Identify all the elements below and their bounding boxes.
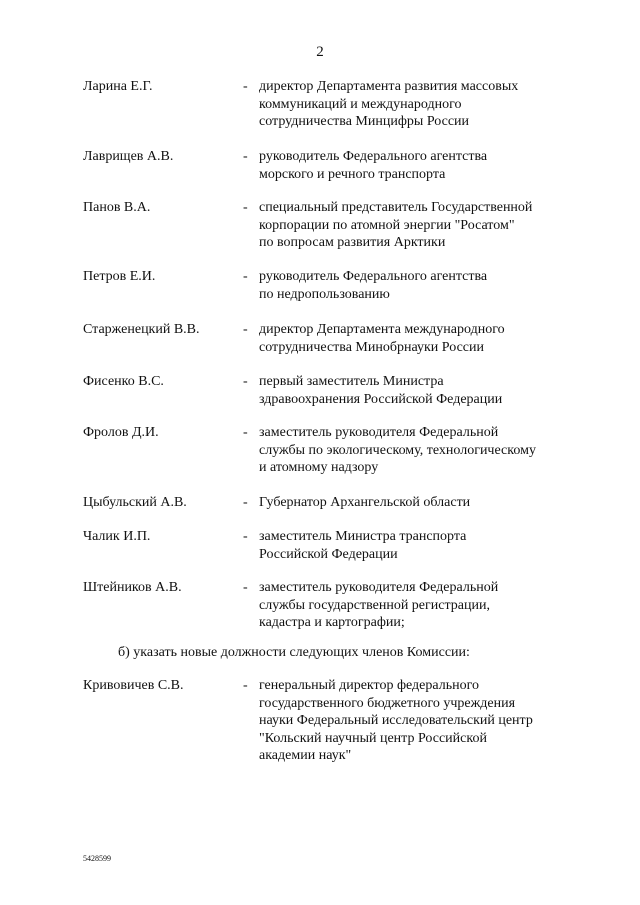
- member-row: [0, 528, 640, 579]
- member-name: Фролов Д.И.: [83, 425, 159, 440]
- member-name: Старженецкий В.В.: [83, 322, 200, 337]
- role-line: морского и речного транспорта: [259, 166, 446, 182]
- member-name: Панов В.А.: [83, 200, 151, 215]
- page-number: 2: [316, 44, 324, 60]
- member-dash: -: [243, 79, 248, 94]
- member-dash: -: [243, 580, 248, 595]
- role-line: кадастра и картографии;: [259, 615, 405, 630]
- role-line: и атомному надзору: [259, 460, 379, 475]
- role-line: заместитель руководителя Федеральной: [259, 580, 499, 595]
- member-role: [259, 579, 589, 632]
- member-name: Фисенко В.С.: [83, 374, 164, 389]
- role-line: руководитель Федерального агентства: [259, 149, 488, 164]
- member-role: [259, 321, 589, 356]
- member-row: [0, 199, 640, 268]
- member-row: [0, 148, 640, 199]
- member-row: [0, 494, 640, 528]
- role-line: по вопросам развития Арктики: [259, 235, 446, 250]
- role-line: службы государственной регистрации,: [259, 597, 490, 613]
- member-dash: -: [243, 149, 248, 164]
- member-role: [259, 424, 589, 477]
- member-dash: -: [243, 374, 248, 389]
- role-line: руководитель Федерального агентства: [259, 269, 488, 284]
- member-dash: -: [243, 678, 248, 693]
- role-line: специальный представитель Государственной: [259, 200, 533, 215]
- role-line: первый заместитель Министра: [259, 374, 444, 389]
- document-code: 5428599: [83, 854, 111, 863]
- member-row: [0, 321, 640, 373]
- role-line: сотрудничества Минобрнауки России: [259, 339, 484, 355]
- role-line: заместитель руководителя Федеральной: [259, 425, 499, 440]
- member-row: [0, 78, 640, 148]
- member-role: [259, 78, 589, 131]
- member-name: Штейников А.В.: [83, 580, 182, 595]
- member-dash: -: [243, 269, 248, 284]
- section-b-title: б) указать новые должности следующих членов Комиссии:: [118, 645, 470, 660]
- role-line: сотрудничества Минцифры России: [259, 114, 470, 129]
- member-row: [0, 579, 640, 633]
- member-name: Кривовичев С.В.: [83, 678, 184, 693]
- member-role: [259, 677, 589, 765]
- member-row: [0, 373, 640, 424]
- member-dash: -: [243, 495, 248, 510]
- members-b-list: [0, 677, 640, 767]
- member-name: Ларина Е.Г.: [83, 79, 153, 94]
- role-line: генеральный директор федерального: [259, 678, 479, 693]
- member-name: Петров Е.И.: [83, 269, 156, 284]
- member-dash: -: [243, 200, 248, 215]
- role-line: корпорации по атомной энергии "Росатом": [259, 217, 515, 233]
- role-line: здравоохранения Российской Федерации: [259, 391, 503, 407]
- role-line: директор Департамента международного: [259, 322, 505, 337]
- member-dash: -: [243, 322, 248, 337]
- role-line: по недропользованию: [259, 286, 390, 302]
- member-role: [259, 148, 589, 183]
- member-role: [259, 494, 589, 512]
- member-name: Цыбульский А.В.: [83, 495, 187, 510]
- member-dash: -: [243, 425, 248, 440]
- role-line: "Кольский научный центр Российской: [259, 730, 487, 746]
- member-name: Лаврищев А.В.: [83, 149, 174, 164]
- member-row: [0, 677, 640, 767]
- role-line: коммуникаций и международного: [259, 96, 462, 112]
- role-line: директор Департамента развития массовых: [259, 79, 519, 94]
- member-dash: -: [243, 529, 248, 544]
- role-line: науки Федеральный исследовательский центр: [259, 713, 533, 728]
- role-line: Губернатор Архангельской области: [259, 495, 471, 510]
- role-line: государственного бюджетного учреждения: [259, 695, 516, 711]
- member-row: [0, 268, 640, 321]
- member-role: [259, 528, 589, 563]
- member-role: [259, 199, 589, 252]
- role-line: академии наук": [259, 748, 352, 763]
- role-line: Российской Федерации: [259, 546, 398, 562]
- role-line: заместитель Министра транспорта: [259, 529, 467, 544]
- members-list: [0, 78, 640, 633]
- role-line: службы по экологическому, технологическому: [259, 442, 536, 458]
- member-role: [259, 268, 589, 303]
- member-name: Чалик И.П.: [83, 529, 151, 544]
- member-role: [259, 373, 589, 408]
- member-row: [0, 424, 640, 494]
